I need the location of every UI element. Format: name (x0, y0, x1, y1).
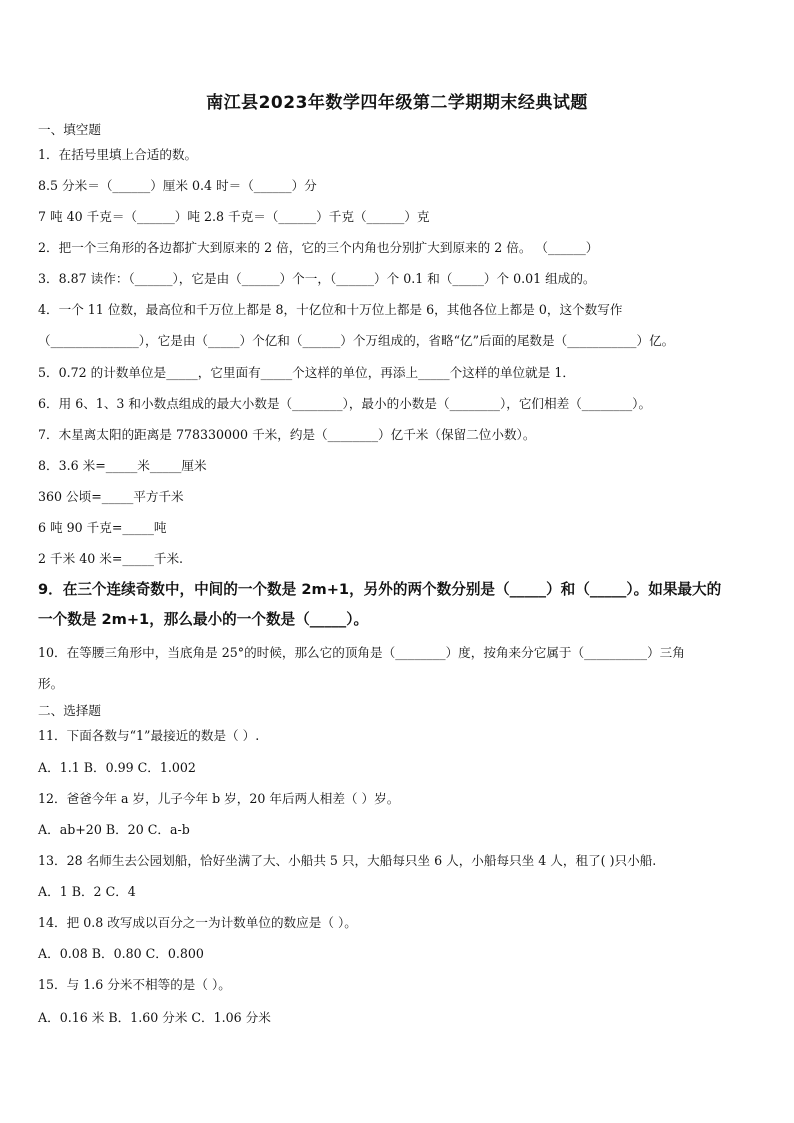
question-12-options: A．ab+20 B．20 C．a-b (38, 822, 190, 837)
section-heading-multiple-choice: 二、选择题 (38, 703, 101, 718)
question-10-line-1: 10．在等腰三角形中，当底角是 25°的时候，那么它的顶角是（________）度，按角来分它属于（__________）三角 (38, 645, 685, 660)
question-11: 11．下面各数与“1”最接近的数是（ ）. (38, 728, 260, 743)
page-title: 南江县2023年数学四年级第二学期期末经典试题 (206, 93, 588, 113)
question-13-options: A．1 B．2 C．4 (38, 884, 136, 899)
question-14-options: A．0.08 B．0.80 C．0.800 (38, 946, 204, 961)
question-3: 3．8.87 读作：（______），它是由（______）个一，（______）个 0.1 和（_____）个 0.01 组成的。 (38, 271, 596, 286)
question-5: 5．0.72 的计数单位是_____，它里面有_____个这样的单位，再添上_____个这样的单位就是 1． (38, 365, 575, 380)
question-8-row-b: 360 公顷=_____平方千米 (38, 489, 184, 504)
question-9-line-1: 9．在三个连续奇数中，中间的一个数是 2m+1，另外的两个数分别是（_____）和（_____）。如果最大的 (38, 581, 722, 598)
section-heading-fill-blank: 一、填空题 (38, 122, 101, 137)
question-11-options: A．1.1 B．0.99 C．1.002 (38, 760, 196, 775)
question-4-line-1: 4．一个 11 位数，最高位和千万位上都是 8，十亿位和十万位上都是 6，其他各位上都是 0，这个数写作 (38, 302, 623, 317)
question-7: 7．木星离太阳的距离是 778330000 千米，约是（________）亿千米（保留二位小数）。 (38, 427, 536, 442)
question-1: 1．在括号里填上合适的数。 (38, 147, 198, 162)
question-10-line-2: 形。 (38, 676, 64, 691)
question-9-line-2: 一个数是 2m+1，那么最小的一个数是（_____）。 (38, 611, 369, 628)
question-8-row-c: 6 吨 90 千克=_____吨 (38, 520, 167, 535)
question-12: 12．爸爸今年 a 岁，儿子今年 b 岁，20 年后两人相差（ ）岁。 (38, 791, 400, 806)
question-4-line-2: （______________），它是由（_____）个亿和（______）个万组成的，省略“亿”后面的尾数是（___________）亿。 (38, 333, 675, 348)
question-15: 15．与 1.6 分米不相等的是（ ）。 (38, 977, 231, 992)
question-2: 2．把一个三角形的各边都扩大到原来的 2 倍，它的三个内角也分别扩大到原来的 2 倍。 （______） (38, 240, 599, 255)
question-13: 13．28 名师生去公园划船，恰好坐满了大、小船共 5 只，大船每只坐 6 人，小船每只坐 4 人，租了( )只小船. (38, 853, 657, 868)
question-6: 6．用 6、1、3 和小数点组成的最大小数是（________），最小的小数是（________），它们相差（________）。 (38, 396, 652, 411)
question-1-row-b: 7 吨 40 千克＝（______）吨 2.8 千克＝（______）千克（______）克 (38, 209, 430, 224)
question-1-row-a: 8.5 分米＝（______）厘米 0.4 时＝（______）分 (38, 178, 317, 193)
question-14: 14．把 0.8 改写成以百分之一为计数单位的数应是（ ）。 (38, 915, 357, 930)
question-15-options: A．0.16 米 B．1.60 分米 C．1.06 分米 (38, 1010, 271, 1025)
question-8: 8．3.6 米=_____米_____厘米 (38, 458, 207, 473)
question-8-row-d: 2 千米 40 米=_____千米. (38, 551, 184, 566)
